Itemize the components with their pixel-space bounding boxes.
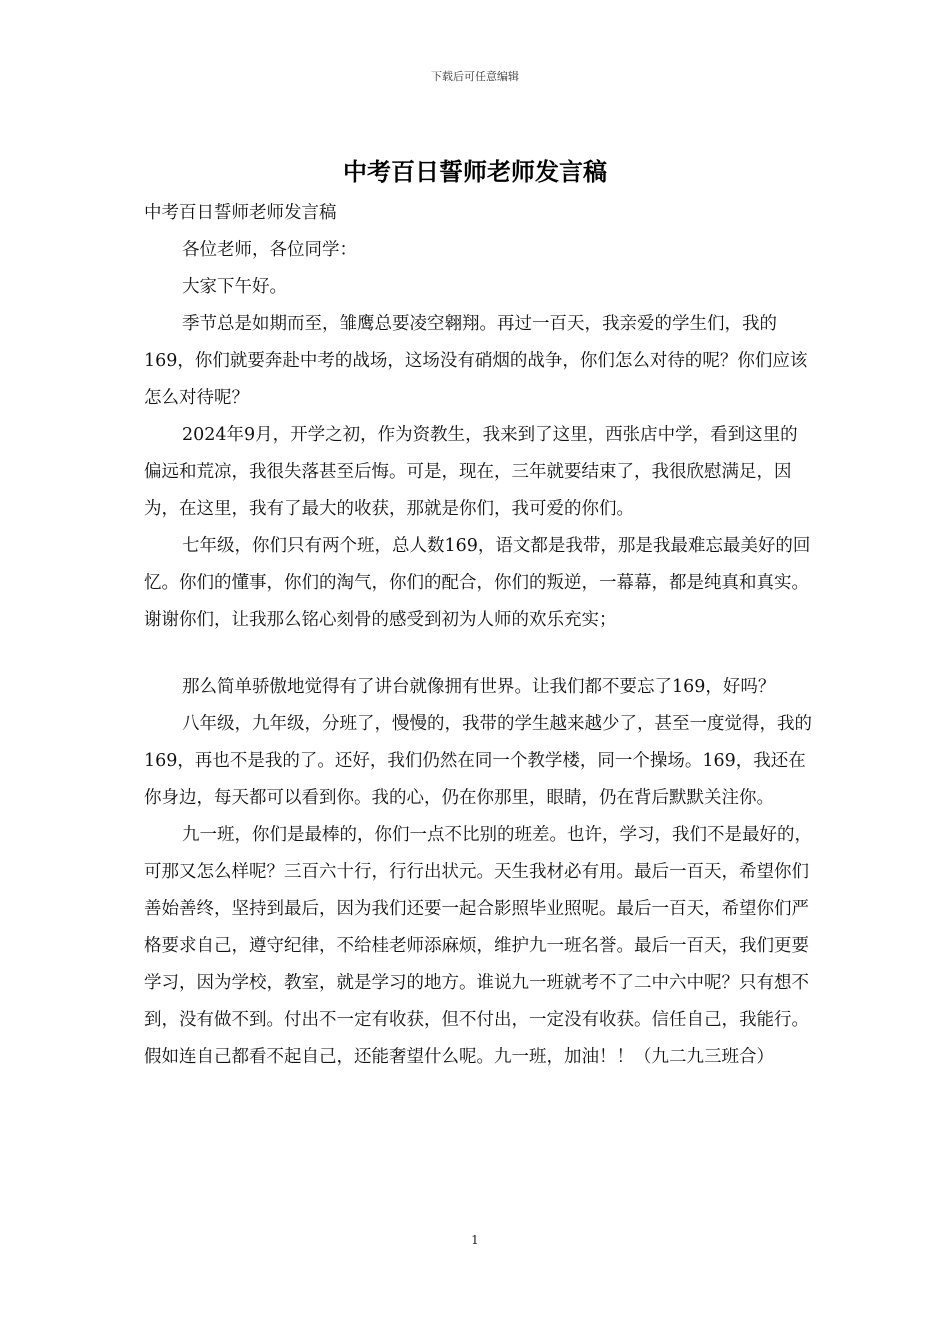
page-number: 1 [471,1233,479,1247]
header-note: 下载后可任意编辑 [431,70,519,83]
document-body [144,195,812,1076]
paragraph-grade-seven: 七年级，你们只有两个班，总人数169，语文都是我带，那是我最难忘最美好的回忆。你们的懂事，你们的淘气，你们的配合，你们的叛逆，一幕幕，都是纯真和真实。谢谢你们，让我那么铭心刻骨的感受到初为人师的欢乐充实； [144,536,811,630]
paragraph-hello: 大家下午好。 [182,277,287,297]
paragraph-seasons: 季节总是如期而至，雏鹰总要凌空翱翔。再过一百天，我亲爱的学生们，我的169，你们就要奔赴中考的战场，这场没有硝烟的战争，你们怎么对待的呢？你们应该怎么对待呢？ [144,314,808,408]
paragraph-grades-eight-nine: 八年级，九年级，分班了，慢慢的，我带的学生越来越少了，甚至一度觉得，我的169，再也不是我的了。还好，我们仍然在同一个教学楼，同一个操场。169，我还在你身边，每天都可以看到你。我的心，仍在你那里，眼睛，仍在背后默默关注你。 [144,714,812,808]
paragraph-gap [144,639,812,669]
paragraph-remember-169: 那么简单骄傲地觉得有了讲台就像拥有世界。让我们都不要忘了169，好吗？ [182,677,776,697]
paragraph-arrival: 2024年9月，开学之初，作为资教生，我来到了这里，西张店中学，看到这里的偏远和荒凉，我很失落甚至后悔。可是，现在，三年就要结束了，我很欣慰满足，因为，在这里，我有了最大的收获，那就是你们，我可爱的你们。 [144,425,798,519]
paragraph-greeting: 各位老师，各位同学： [182,240,357,260]
paragraph-class-nine-one: 九一班，你们是最棒的，你们一点不比别的班差。也许，学习，我们不是最好的，可那又怎么样呢？三百六十行，行行出状元。天生我材必有用。最后一百天，希望你们善始善终，坚持到最后，因为我们还要一起合影照毕业照呢。最后一百天，希望你们严格要求自己，遵守纪律，不给桂老师添麻烦，维护九一班名誉。最后一百天，我们更要学习，因为学校，教室，就是学习的地方。谁说九一班就考不了二中六中呢？只有想不到，没有做不到。付出不一定有收获，但不付出，一定没有收获。信任自己，我能行。假如连自己都看不起自己，还能奢望什么呢。九一班，加油！！（九二九三班合） [144,825,812,1067]
document-subtitle: 中考百日誓师老师发言稿 [144,203,337,223]
document-title: 中考百日誓师老师发言稿 [343,158,607,186]
